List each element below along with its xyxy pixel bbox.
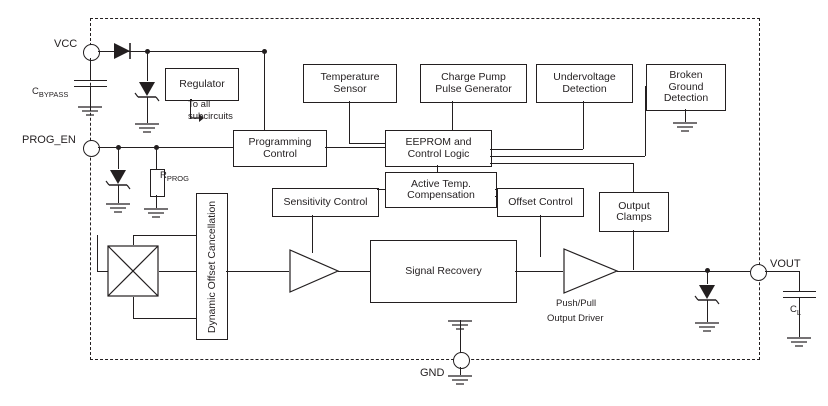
ground-symbol-bypass bbox=[78, 106, 104, 118]
block-regulator[interactable] bbox=[165, 68, 239, 101]
block-offset-control[interactable] bbox=[497, 188, 584, 217]
block-charge-pump-label-1: Charge Pump bbox=[441, 71, 506, 83]
block-temperature-sensor-label-1: Temperature bbox=[320, 71, 380, 83]
wire-eeprom-to-atc bbox=[437, 165, 438, 172]
block-active-temp-compensation[interactable] bbox=[385, 172, 497, 208]
ground-symbol-prog-en bbox=[106, 203, 132, 215]
preamplifier-symbol bbox=[289, 249, 341, 294]
block-charge-pump-label-2: Pulse Generator bbox=[435, 82, 512, 95]
block-regulator-label: Regulator bbox=[179, 77, 225, 90]
label-c-load: $C_L$ bbox=[790, 304, 802, 317]
block-sensitivity-control[interactable] bbox=[272, 188, 379, 217]
wire-temp-sensor-to-eeprom bbox=[349, 143, 385, 144]
block-broken-ground-detection[interactable] bbox=[646, 64, 726, 111]
ground-symbol-broken bbox=[673, 122, 699, 134]
annotation-to-all-subcircuits-2: subcircuits bbox=[188, 111, 233, 122]
block-output-clamps-label-1: Output bbox=[618, 199, 650, 212]
block-temperature-sensor-label-2: Sensor bbox=[333, 82, 367, 95]
pin-label-gnd: GND bbox=[420, 367, 445, 379]
wire-cap-to-gnd bbox=[90, 86, 91, 108]
block-eeprom-label-1: EEPROM and bbox=[405, 136, 472, 148]
wire-doc-to-amp bbox=[226, 271, 289, 272]
wire-vout-to-cl bbox=[765, 271, 800, 272]
zener-diode-output bbox=[698, 284, 718, 304]
ground-symbol-vout-zener bbox=[695, 322, 721, 334]
block-sensitivity-control-label: Sensitivity Control bbox=[283, 195, 368, 208]
zener-diode-prog-en bbox=[109, 169, 129, 189]
wire-vout-zener-gnd bbox=[707, 300, 708, 322]
wire-charge-pump-down bbox=[452, 101, 453, 130]
annotation-push-pull-1: Push/Pull bbox=[556, 298, 597, 309]
block-atc-label-2: Compensation bbox=[407, 189, 475, 201]
block-output-clamps-label-2: Clamps bbox=[616, 211, 652, 223]
wire-atc-to-offset bbox=[495, 189, 497, 190]
wire-atc-offset-2 bbox=[495, 196, 497, 197]
wire-cl-gnd bbox=[799, 297, 800, 337]
wire-vcc-shunt bbox=[147, 51, 148, 81]
cap-bypass-plate-top bbox=[74, 80, 107, 81]
block-eeprom-control-logic[interactable] bbox=[385, 130, 492, 167]
wire-hall-left-v bbox=[97, 235, 98, 271]
ground-symbol-load-cap bbox=[787, 337, 813, 349]
diode-vcc-series bbox=[113, 42, 135, 60]
wire-clamps-down bbox=[633, 230, 634, 270]
wire-driver-to-vout bbox=[617, 271, 750, 272]
wire-clamps-up bbox=[633, 163, 634, 192]
block-output-clamps[interactable] bbox=[599, 192, 669, 232]
label-r-prog: $R_{PROG}$ bbox=[160, 170, 189, 183]
block-dynamic-offset-cancellation[interactable] bbox=[196, 193, 228, 340]
ground-symbol-internal bbox=[448, 320, 474, 332]
pin-label-prog-en: PROG_EN bbox=[22, 134, 76, 146]
block-atc-label-1: Active Temp. bbox=[411, 177, 471, 190]
wire-vout-zener bbox=[707, 271, 708, 284]
block-programming-control-label-2: Control bbox=[263, 147, 297, 160]
junction-dot-progen-rprog bbox=[154, 145, 159, 150]
wire-broken-ground-down bbox=[685, 109, 686, 122]
wire-hall-bottom bbox=[133, 318, 196, 319]
block-signal-recovery-label: Signal Recovery bbox=[405, 264, 482, 277]
wire-broken-gnd-to-eeprom bbox=[490, 156, 645, 157]
wire-gnd-below-pin bbox=[460, 367, 461, 375]
wire-progen-zener-gnd bbox=[118, 185, 119, 203]
wire-progctrl-to-eeprom bbox=[325, 147, 385, 148]
block-offset-control-label: Offset Control bbox=[508, 195, 573, 208]
cap-load-plate-top bbox=[783, 291, 816, 292]
wire-undervoltage-down bbox=[583, 101, 584, 149]
label-c-bypass: $C_{BYPASS}$ bbox=[32, 86, 69, 99]
block-doc-label: Dynamic Offset Cancellation bbox=[206, 200, 218, 333]
block-programming-control-label-1: Programming bbox=[248, 136, 312, 148]
block-broken-ground-label-2: Ground bbox=[668, 80, 704, 93]
wire-atc-to-sensitivity bbox=[377, 189, 385, 190]
wire-amp-to-signal-recovery bbox=[338, 271, 370, 272]
wire-broken-gnd-down bbox=[645, 86, 646, 156]
block-signal-recovery[interactable] bbox=[370, 240, 517, 303]
pin-prog-en[interactable] bbox=[83, 140, 100, 157]
annotation-push-pull-2: Output Driver bbox=[547, 313, 604, 324]
wire-rprog-top bbox=[156, 147, 157, 169]
block-charge-pump-pulse-generator[interactable] bbox=[420, 64, 527, 103]
pin-label-vcc: VCC bbox=[54, 38, 78, 50]
block-undervoltage-detection[interactable] bbox=[536, 64, 633, 103]
zener-diode-vcc bbox=[138, 81, 158, 101]
wire-vcc-down-to-progctrl bbox=[264, 51, 265, 130]
wire-vcc-to-cap bbox=[90, 58, 91, 80]
output-driver-symbol bbox=[563, 248, 619, 295]
block-broken-ground-label-1: Broken bbox=[669, 69, 703, 82]
wire-signal-recovery-to-driver bbox=[515, 271, 563, 272]
junction-dot-vcc-shunt bbox=[145, 49, 150, 54]
wire-hall-right bbox=[159, 271, 196, 272]
pin-vcc[interactable] bbox=[83, 44, 100, 61]
block-programming-control[interactable] bbox=[233, 130, 327, 167]
hall-plate-element bbox=[107, 245, 159, 297]
wire-progen-zener-v bbox=[118, 147, 119, 169]
block-broken-ground-label-3: Detection bbox=[663, 92, 709, 105]
wire-eeprom-to-clamps bbox=[490, 163, 633, 164]
wire-hall-top-v bbox=[133, 235, 134, 245]
wire-hall-left bbox=[97, 271, 108, 272]
pin-gnd[interactable] bbox=[453, 352, 470, 369]
ground-symbol-zener bbox=[135, 123, 161, 135]
block-undervoltage-label-2: Detection bbox=[562, 82, 607, 95]
block-eeprom-label-2: Control Logic bbox=[407, 147, 470, 160]
wire-temp-sensor-down bbox=[349, 101, 350, 143]
annotation-to-all-subcircuits: To all bbox=[188, 99, 211, 110]
wire-hall-top bbox=[133, 235, 196, 236]
ground-symbol-r-prog bbox=[144, 208, 170, 220]
wire-zener-to-gnd bbox=[147, 97, 148, 123]
pin-label-vout: VOUT bbox=[770, 258, 801, 270]
ground-symbol-external bbox=[448, 375, 474, 389]
wire-undervoltage-to-eeprom bbox=[490, 149, 583, 150]
block-undervoltage-label-1: Undervoltage bbox=[553, 71, 616, 83]
wire-hall-bottom-v bbox=[133, 297, 134, 318]
block-temperature-sensor[interactable] bbox=[303, 64, 397, 103]
pin-vout[interactable] bbox=[750, 264, 767, 281]
wire-sensitivity-down bbox=[312, 215, 313, 253]
junction-dot-progen-zener bbox=[116, 145, 121, 150]
wire-cl-down bbox=[799, 271, 800, 291]
wire-rprog-bottom bbox=[156, 195, 157, 208]
wire-offset-down bbox=[540, 215, 541, 257]
